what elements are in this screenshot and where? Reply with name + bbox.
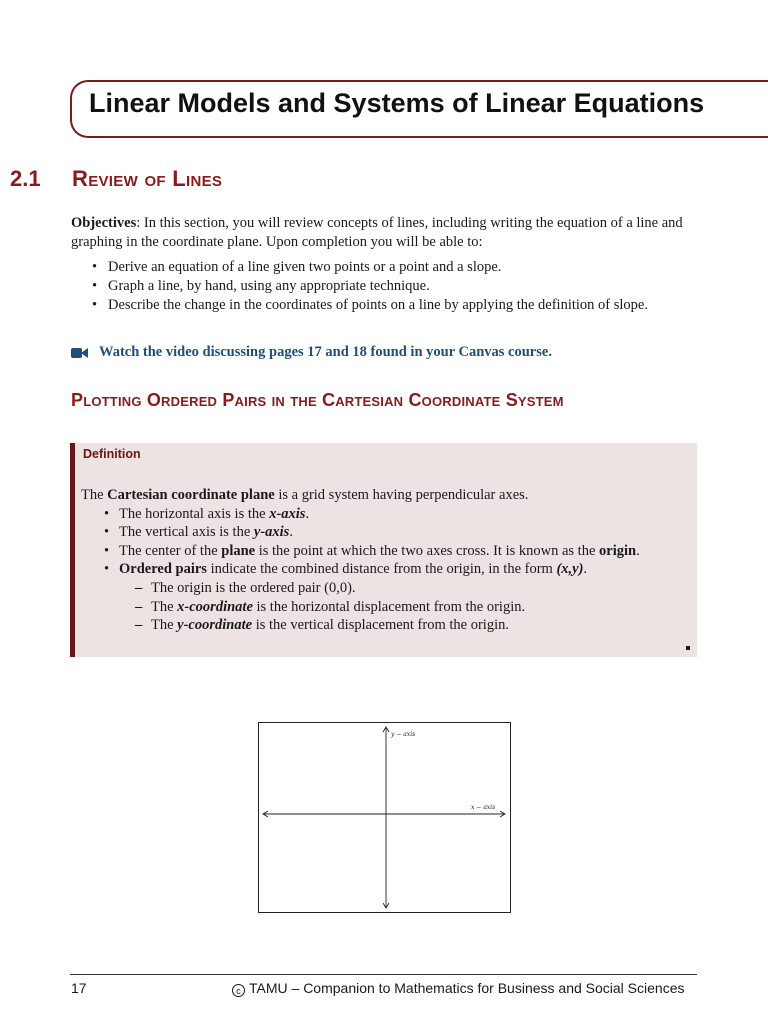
video-camera-icon [71,347,89,359]
definition-item-ordered-pairs: • Ordered pairs indicate the combined distance from the origin, in the form (x,y). – The origin is the ordered pair (0,0). – The x-coordinate is the horizontal displacement from the origin. – The y-coordinate is the vertical displacement from the origin. [81,560,691,634]
definition-intro: The Cartesian coordinate plane is a grid system having perpendicular axes. [81,487,529,503]
y-axis-label: y − axis [391,731,416,738]
ordered-pairs-sublist [119,579,691,635]
definition-item-x-axis: • The horizontal axis is the x-axis. [81,505,691,524]
objective-item: • Describe the change in the coordinates of points on a line by applying the definition of slope. [90,296,710,315]
sublist-item-y-coordinate: – The y-coordinate is the vertical displacement from the origin. [119,616,691,635]
x-axis-label: x − axis [471,804,496,811]
objectives-label: Objectives [71,215,137,231]
coordinate-axes-figure [258,722,511,913]
footer-text [232,980,685,997]
video-link-text[interactable]: Watch the video discussing pages 17 and 18 found in your Canvas course. [99,344,552,360]
definition-item-y-axis: • The vertical axis is the y-axis. [81,523,691,542]
sublist-item-origin: – The origin is the ordered pair (0,0). [119,579,691,598]
axes-svg [259,723,510,912]
objectives-text: : In this section, you will review concepts of lines, including writing the equation of a line and graphing in the coordinate plane. Upon completion you will be able to: [71,215,683,250]
objective-item: • Derive an equation of a line given two points or a point and a slope. [90,258,710,277]
copyright-icon: c [232,984,245,997]
objectives-list [90,258,710,315]
video-link[interactable] [71,344,552,361]
chapter-title: Linear Models and Systems of Linear Equations [89,88,705,118]
page-number: 17 [71,980,87,996]
footer-rule [70,974,697,975]
objective-item: • Graph a line, by hand, using any appropriate technique. [90,277,710,296]
section-title: Review of Lines [72,166,223,191]
definition-list [81,505,691,635]
definition-item-origin: • The center of the plane is the point at which the two axes cross. It is known as the origin. [81,542,691,561]
objectives-paragraph [71,214,701,252]
definition-body [81,486,691,635]
footer-label: TAMU – Companion to Mathematics for Business and Social Sciences [249,980,685,996]
section-number: 2.1 [10,166,41,191]
sublist-item-x-coordinate: – The x-coordinate is the horizontal displacement from the origin. [119,598,691,617]
end-of-definition-marker [686,646,690,650]
definition-label: Definition [83,447,141,461]
subsection-title: Plotting Ordered Pairs in the Cartesian Coordinate System [71,390,564,410]
